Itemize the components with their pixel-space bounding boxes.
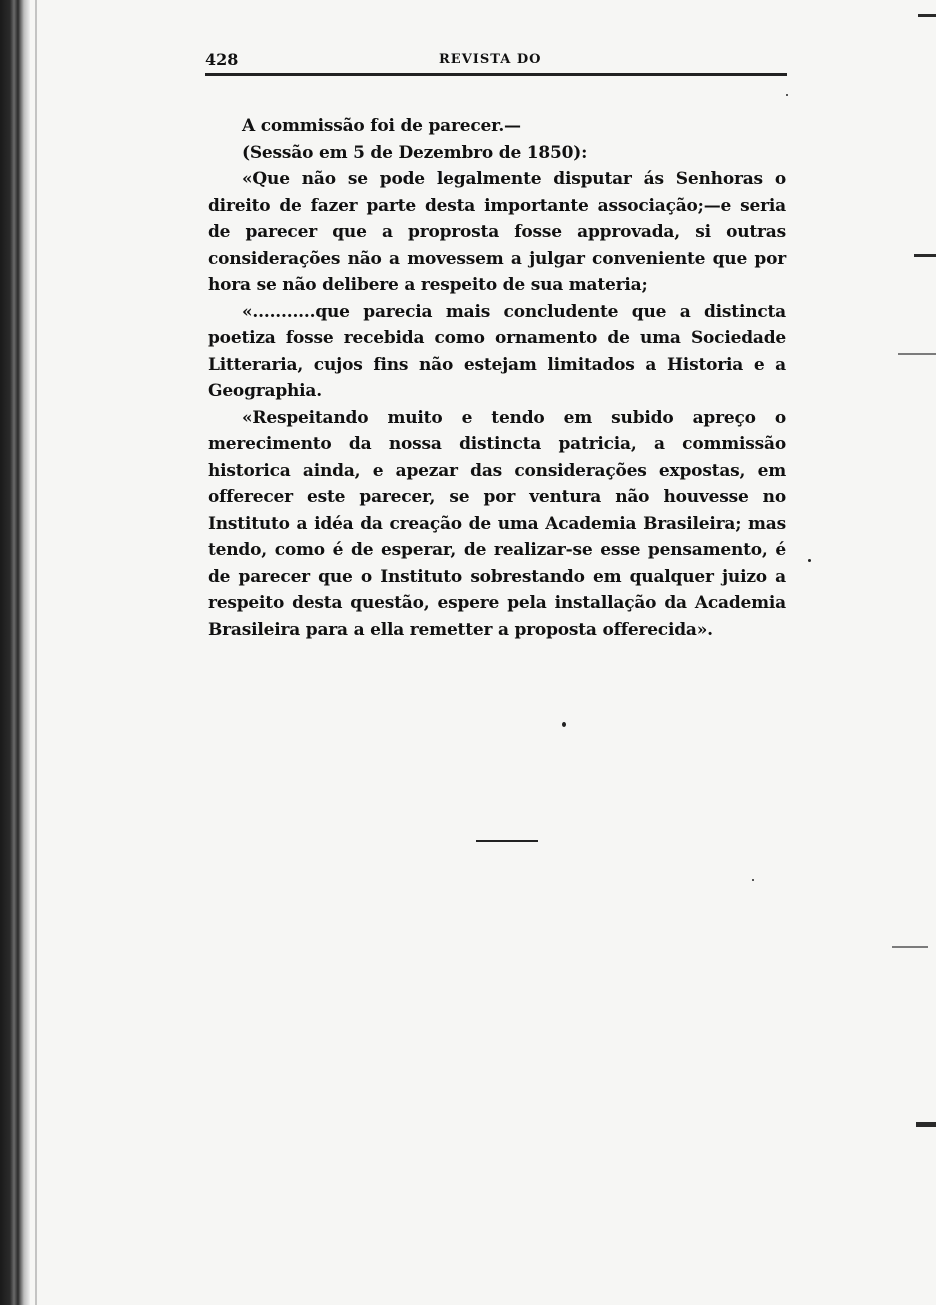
edge-mark bbox=[892, 946, 928, 948]
main-text bbox=[208, 113, 786, 643]
paragraph-quote-2: «...........que parecia mais concludente que a distincta poetiza fosse recebida como ornamento de uma Sociedade Litteraria, cujos fins não estejam limitados a Historia e a Geographia. bbox=[208, 301, 786, 401]
paragraph-commission: A commissão foi de parecer.— bbox=[242, 116, 521, 136]
end-rule bbox=[476, 840, 538, 842]
header-rule bbox=[205, 73, 787, 76]
book-binding-gutter bbox=[0, 0, 30, 1305]
running-title: REVISTA DO bbox=[439, 52, 542, 67]
paragraph-quote-3: «Respeitando muito e tendo em subido apreço o merecimento da nossa distincta patricia, a commissão historica ainda, e apezar das considerações expostas, em offerecer este parecer, se por ventura não houvesse no Instituto a idéa da creação de uma Academia Brasileira; mas tendo, como é de esperar, de realizar-se esse pensamento, é de parecer que o Instituto sobrestando em qualquer juizo a respeito desta questão, espere pela installação da Academia Brasileira para a ella remetter a proposta offerecida». bbox=[208, 407, 786, 640]
edge-mark bbox=[918, 14, 936, 17]
paragraph-quote-1: «Que não se pode legalmente disputar ás Senhoras o direito de fazer parte desta importante associação;—e seria de parecer que a proprosta fosse approvada, si outras considerações não a movessem a julgar conveniente que por hora se não delibere a respeito de sua materia; bbox=[208, 169, 786, 295]
speck bbox=[562, 722, 566, 727]
page-header bbox=[205, 50, 787, 72]
speck bbox=[752, 879, 754, 881]
page-number: 428 bbox=[205, 50, 239, 69]
edge-mark bbox=[914, 254, 936, 257]
speck bbox=[786, 94, 788, 96]
edge-mark bbox=[898, 353, 936, 355]
edge-mark bbox=[916, 1122, 936, 1127]
paragraph-session-date: (Sessão em 5 de Dezembro de 1850): bbox=[242, 142, 588, 163]
gutter-shadow-line bbox=[35, 0, 37, 1305]
speck bbox=[808, 559, 811, 562]
